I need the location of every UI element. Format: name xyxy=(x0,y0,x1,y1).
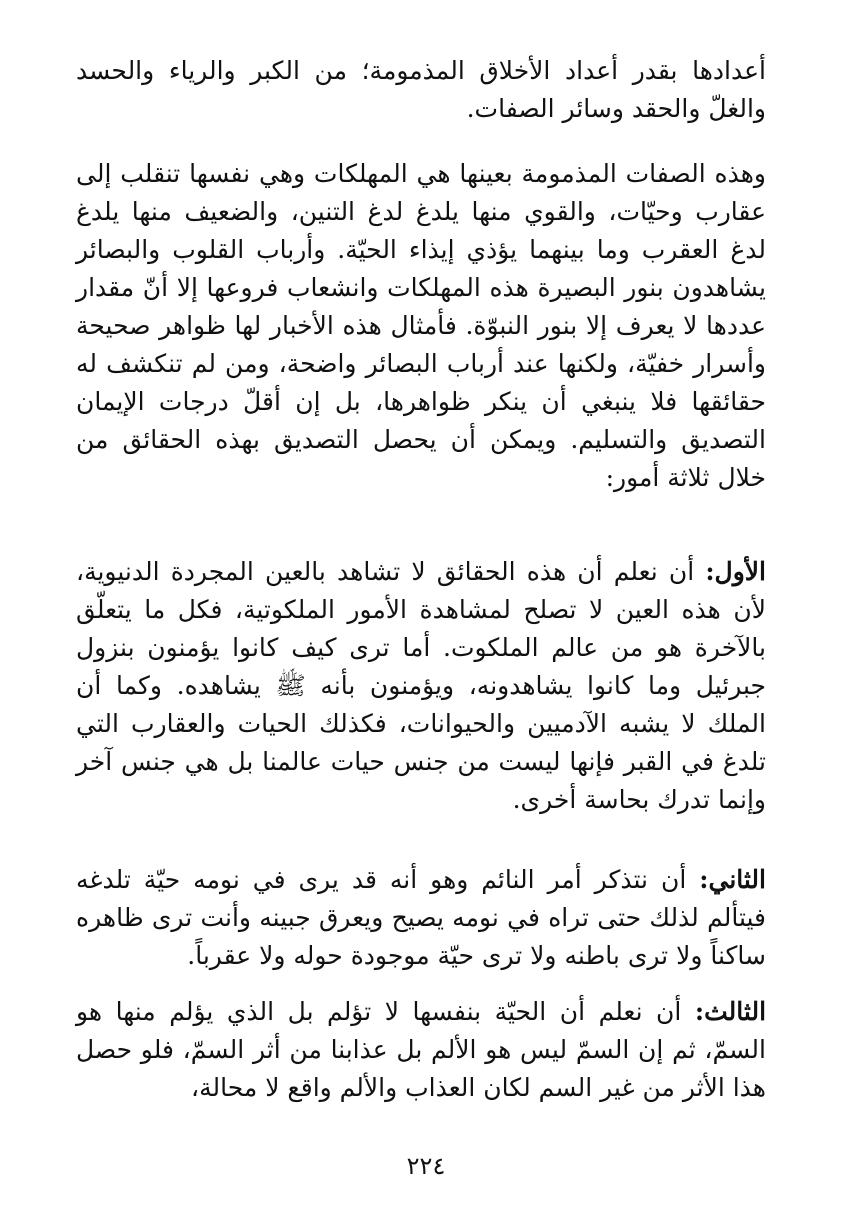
paragraph-second-point xyxy=(76,861,766,975)
paragraph-intro xyxy=(76,155,766,497)
paragraph-text: أن نعلم أن هذه الحقائق لا تشاهد بالعين المجردة الدنيوية، لأن هذه العين لا تصلح لمشاهدة الأمور الملكوتية، فكل ما يتعلّق بالآخرة هو من عالم الملكوت. أما ترى كيف كانوا يؤمنون بنزول جبرئيل وما كانوا يشاهدونه، ويؤمنون بأنه ﷺ يشاهده. وكما أن الملك لا يشبه الآدميين والحيوانات، فكذلك الحيات والعقارب التي تلدغ في القبر فإنها ليست من جنس حيات عالمنا بل هي جنس آخر وإنما تدرك بحاسة أخرى. xyxy=(76,557,766,814)
paragraph-continuation xyxy=(76,52,766,128)
paragraph-text: أعدادها بقدر أعداد الأخلاق المذمومة؛ من الكبر والرياء والحسد والغلّ والحقد وسائر الصفات. xyxy=(76,56,766,123)
paragraph-third-point xyxy=(76,993,766,1107)
paragraph-first-point xyxy=(76,553,766,819)
page-number: ٢٢٤ xyxy=(406,1152,446,1180)
paragraph-text: أن نعلم أن الحيّة بنفسها لا تؤلم بل الذي يؤلم منها هو السمّ، ثم إن السمّ ليس هو الألم بل عذابنا من أثر السمّ، فلو حصل هذا الأثر من غير السم لكان العذاب والألم واقع لا محالة، xyxy=(76,997,766,1102)
paragraph-text: أن نتذكر أمر النائم وهو أنه قد يرى في نومه حيّة تلدغه فيتألم لذلك حتى تراه في نومه يصيح ويعرق جبينه وأنت ترى ظاهره ساكناً ولا ترى باطنه ولا ترى حيّة موجودة حوله ولا عقرباً. xyxy=(76,865,766,970)
paragraph-lead: الثالث: xyxy=(694,997,767,1026)
paragraph-lead: الثاني: xyxy=(699,865,766,894)
paragraph-lead: الأول: xyxy=(705,557,766,586)
paragraph-text: وهذه الصفات المذمومة بعينها هي المهلكات وهي نفسها تنقلب إلى عقارب وحيّات، والقوي منها يلدغ لدغ التنين، والضعيف منها يلدغ لدغ العقرب وما بينهما يؤذي إيذاء الحيّة. وأرباب القلوب والبصائر يشاهدون بنور البصيرة هذه المهلكات وانشعاب فروعها إلا أنّ مقدار عددها لا يعرف إلا بنور النبوّة. فأمثال هذه الأخبار لها ظواهر صحيحة وأسرار خفيّة، ولكنها عند أرباب البصائر واضحة، ومن لم تنكشف له حقائقها فلا ينبغي أن ينكر ظواهرها، بل إن أقلّ درجات الإيمان التصديق والتسليم. ويمكن أن يحصل التصديق بهذه الحقائق من خلال ثلاثة أمور: xyxy=(76,159,766,492)
